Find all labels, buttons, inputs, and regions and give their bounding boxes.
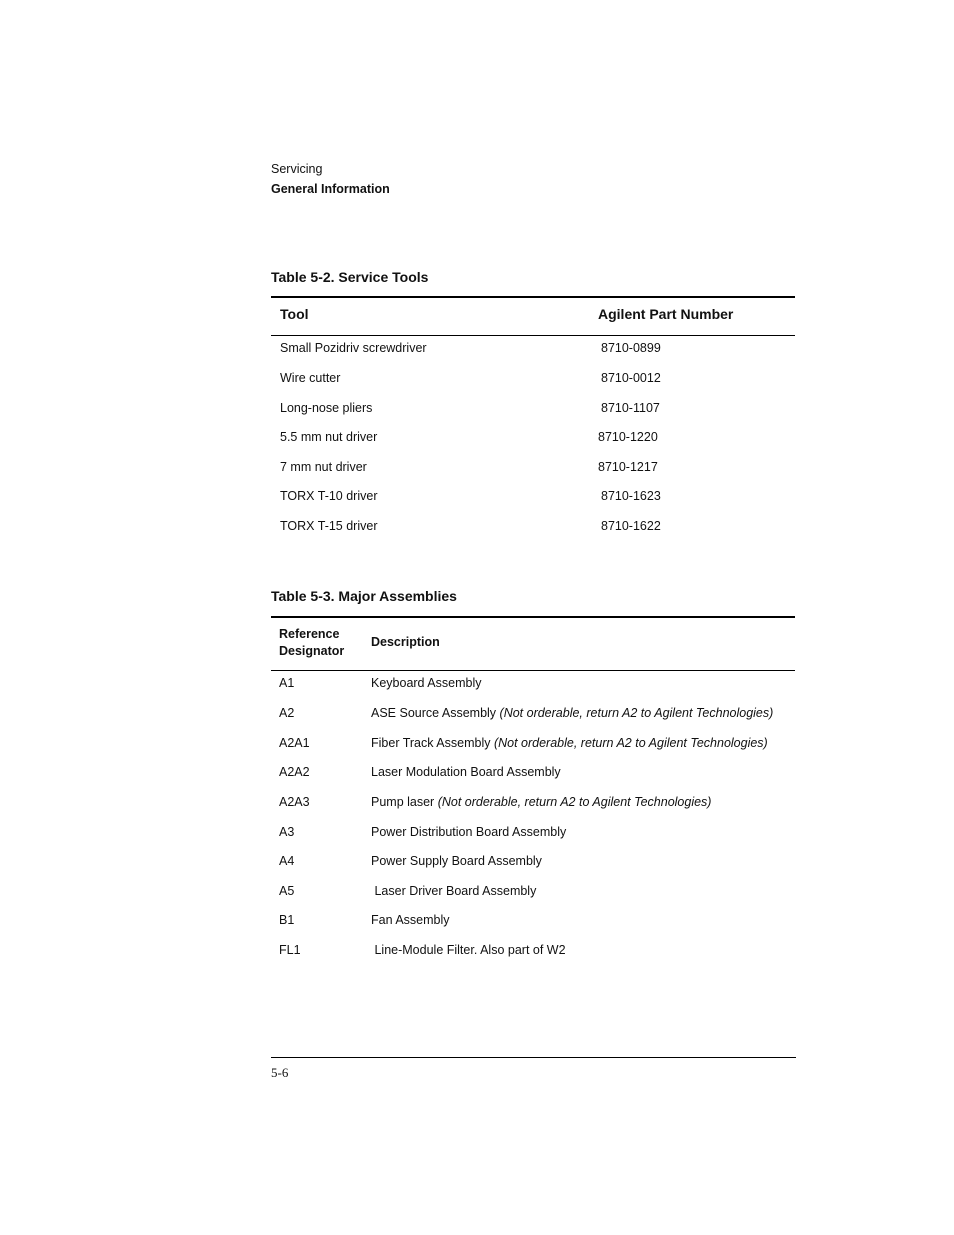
tool-name: Wire cutter bbox=[280, 371, 341, 385]
assembly-description bbox=[371, 824, 566, 840]
footer-rule bbox=[271, 1057, 796, 1058]
reference-designator: A2A3 bbox=[279, 795, 310, 809]
assembly-description bbox=[371, 912, 450, 928]
table-header-rule bbox=[271, 670, 795, 671]
assembly-description bbox=[371, 705, 773, 721]
service-tools-table-caption: Table 5-2. Service Tools bbox=[271, 269, 429, 285]
part-number: 8710-1107 bbox=[601, 401, 660, 415]
description-text: Pump laser bbox=[371, 795, 438, 809]
assembly-description bbox=[371, 675, 481, 691]
assembly-description bbox=[371, 794, 711, 810]
column-header-tool: Tool bbox=[280, 306, 309, 322]
description-text: Laser Driver Board Assembly bbox=[371, 884, 537, 898]
major-assemblies-table-caption: Table 5-3. Major Assemblies bbox=[271, 588, 457, 604]
tool-name: TORX T-15 driver bbox=[280, 519, 378, 533]
description-note: (Not orderable, return A2 to Agilent Technologies) bbox=[493, 736, 768, 750]
part-number: 8710-1220 bbox=[598, 430, 658, 444]
part-number: 8710-0899 bbox=[601, 341, 661, 355]
assembly-description bbox=[371, 853, 542, 869]
reference-designator: FL1 bbox=[279, 943, 301, 957]
assembly-description bbox=[371, 883, 536, 899]
part-number: 8710-1622 bbox=[601, 519, 661, 533]
assembly-description bbox=[371, 764, 561, 780]
part-number: 8710-0012 bbox=[601, 371, 661, 385]
assembly-description bbox=[371, 942, 566, 958]
tool-name: 7 mm nut driver bbox=[280, 460, 367, 474]
column-header-line: Designator bbox=[279, 644, 345, 658]
tool-name: Small Pozidriv screwdriver bbox=[280, 341, 427, 355]
description-note: (Not orderable, return A2 to Agilent Technologies) bbox=[437, 795, 712, 809]
tool-name: TORX T-10 driver bbox=[280, 489, 378, 503]
assembly-description bbox=[371, 735, 768, 751]
part-number: 8710-1623 bbox=[601, 489, 661, 503]
running-header-section: Servicing bbox=[271, 162, 323, 176]
table-top-rule bbox=[271, 296, 795, 298]
running-header-title: General Information bbox=[271, 182, 390, 196]
description-text: Power Distribution Board Assembly bbox=[371, 825, 567, 839]
column-header-reference-designator bbox=[279, 626, 344, 660]
reference-designator: A4 bbox=[279, 854, 295, 868]
description-text: Fan Assembly bbox=[371, 913, 450, 927]
description-text: Fiber Track Assembly bbox=[371, 736, 494, 750]
tool-name: 5.5 mm nut driver bbox=[280, 430, 378, 444]
reference-designator: A5 bbox=[279, 884, 295, 898]
reference-designator: B1 bbox=[279, 913, 295, 927]
column-header-description: Description bbox=[371, 635, 440, 649]
reference-designator: A2A2 bbox=[279, 765, 310, 779]
table-top-rule bbox=[271, 616, 795, 618]
column-header-line: Reference bbox=[279, 627, 340, 641]
column-header-part-number: Agilent Part Number bbox=[598, 306, 734, 322]
description-note: (Not orderable, return A2 to Agilent Technologies) bbox=[499, 706, 774, 720]
description-text: Power Supply Board Assembly bbox=[371, 854, 542, 868]
description-text: Keyboard Assembly bbox=[371, 676, 482, 690]
description-text: ASE Source Assembly bbox=[371, 706, 500, 720]
reference-designator: A2 bbox=[279, 706, 295, 720]
description-text: Laser Modulation Board Assembly bbox=[371, 765, 561, 779]
reference-designator: A3 bbox=[279, 825, 295, 839]
description-text: Line-Module Filter. Also part of W2 bbox=[371, 943, 566, 957]
tool-name: Long-nose pliers bbox=[280, 401, 373, 415]
table-header-rule bbox=[271, 335, 795, 336]
reference-designator: A2A1 bbox=[279, 736, 310, 750]
reference-designator: A1 bbox=[279, 676, 295, 690]
page-number: 5-6 bbox=[271, 1065, 289, 1080]
part-number: 8710-1217 bbox=[598, 460, 658, 474]
